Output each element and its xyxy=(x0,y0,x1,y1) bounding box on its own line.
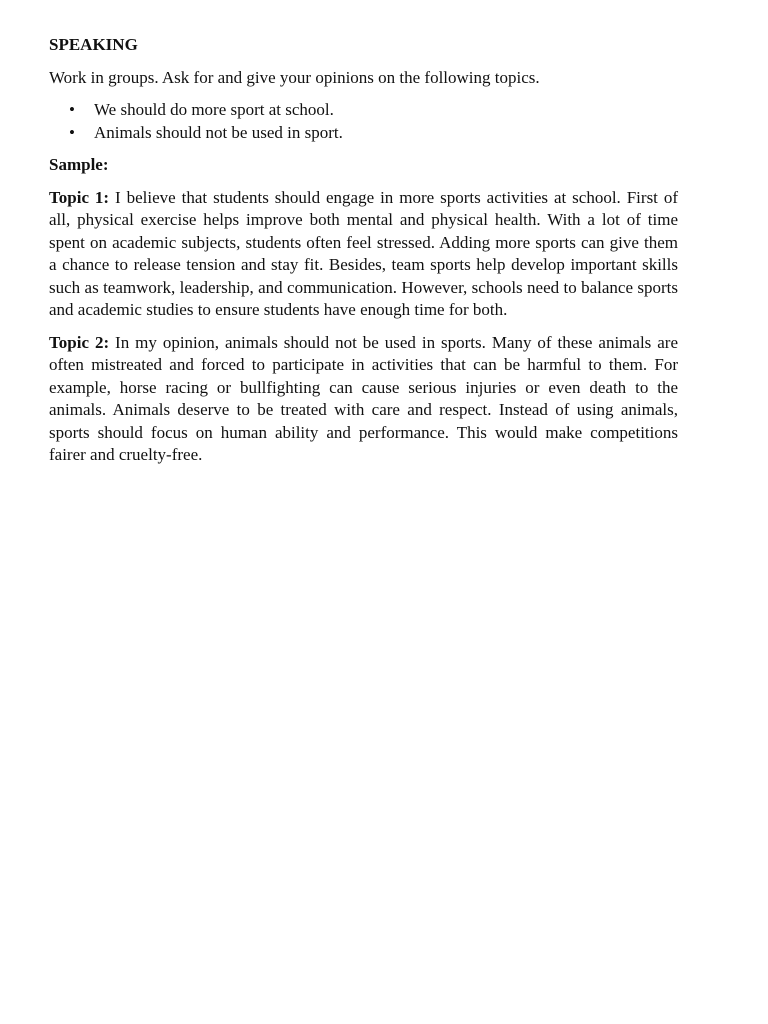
paragraph-text: In my opinion, animals should not be used in sports. Many of these animals are often mistreated and forced to participate in activities that can be harmful to them. For example, horse racing or bullfighting can cause serious injuries or even death to the animals. Animals deserve to be treated with care and respect. Instead of using animals, sports should focus on human ability and performance. This would make competitions fairer and cruelty-free. xyxy=(49,332,678,464)
sample-paragraph-topic-2 xyxy=(49,332,678,467)
document-page xyxy=(49,34,678,477)
sample-label: Sample: xyxy=(49,155,109,174)
topic-item-text: Animals should not be used in sport. xyxy=(94,122,343,142)
paragraph-text: I believe that students should engage in more sports activities at school. First of all, physical exercise helps improve both mental and physical health. With a lot of time spent on academic subjects, students often feel stressed. Adding more sports can give them a chance to release tension and stay fit. Besides, team sports help develop important skills such as teamwork, leadership, and communication. However, schools need to balance sports and academic studies to ensure students have enough time for both. xyxy=(49,187,679,319)
sample-paragraph-topic-1 xyxy=(49,187,678,322)
topic-label: Topic 1: xyxy=(49,187,110,207)
section-heading: SPEAKING xyxy=(49,35,138,54)
bullet-icon: • xyxy=(69,122,75,142)
instruction-text: Work in groups. Ask for and give your opinions on the following topics. xyxy=(49,67,540,87)
list-item xyxy=(49,99,678,122)
topic-item-text: We should do more sport at school. xyxy=(94,100,334,119)
list-item xyxy=(49,122,678,145)
topic-list xyxy=(49,99,678,144)
bullet-icon: • xyxy=(69,100,75,119)
topic-label: Topic 2: xyxy=(49,332,110,352)
